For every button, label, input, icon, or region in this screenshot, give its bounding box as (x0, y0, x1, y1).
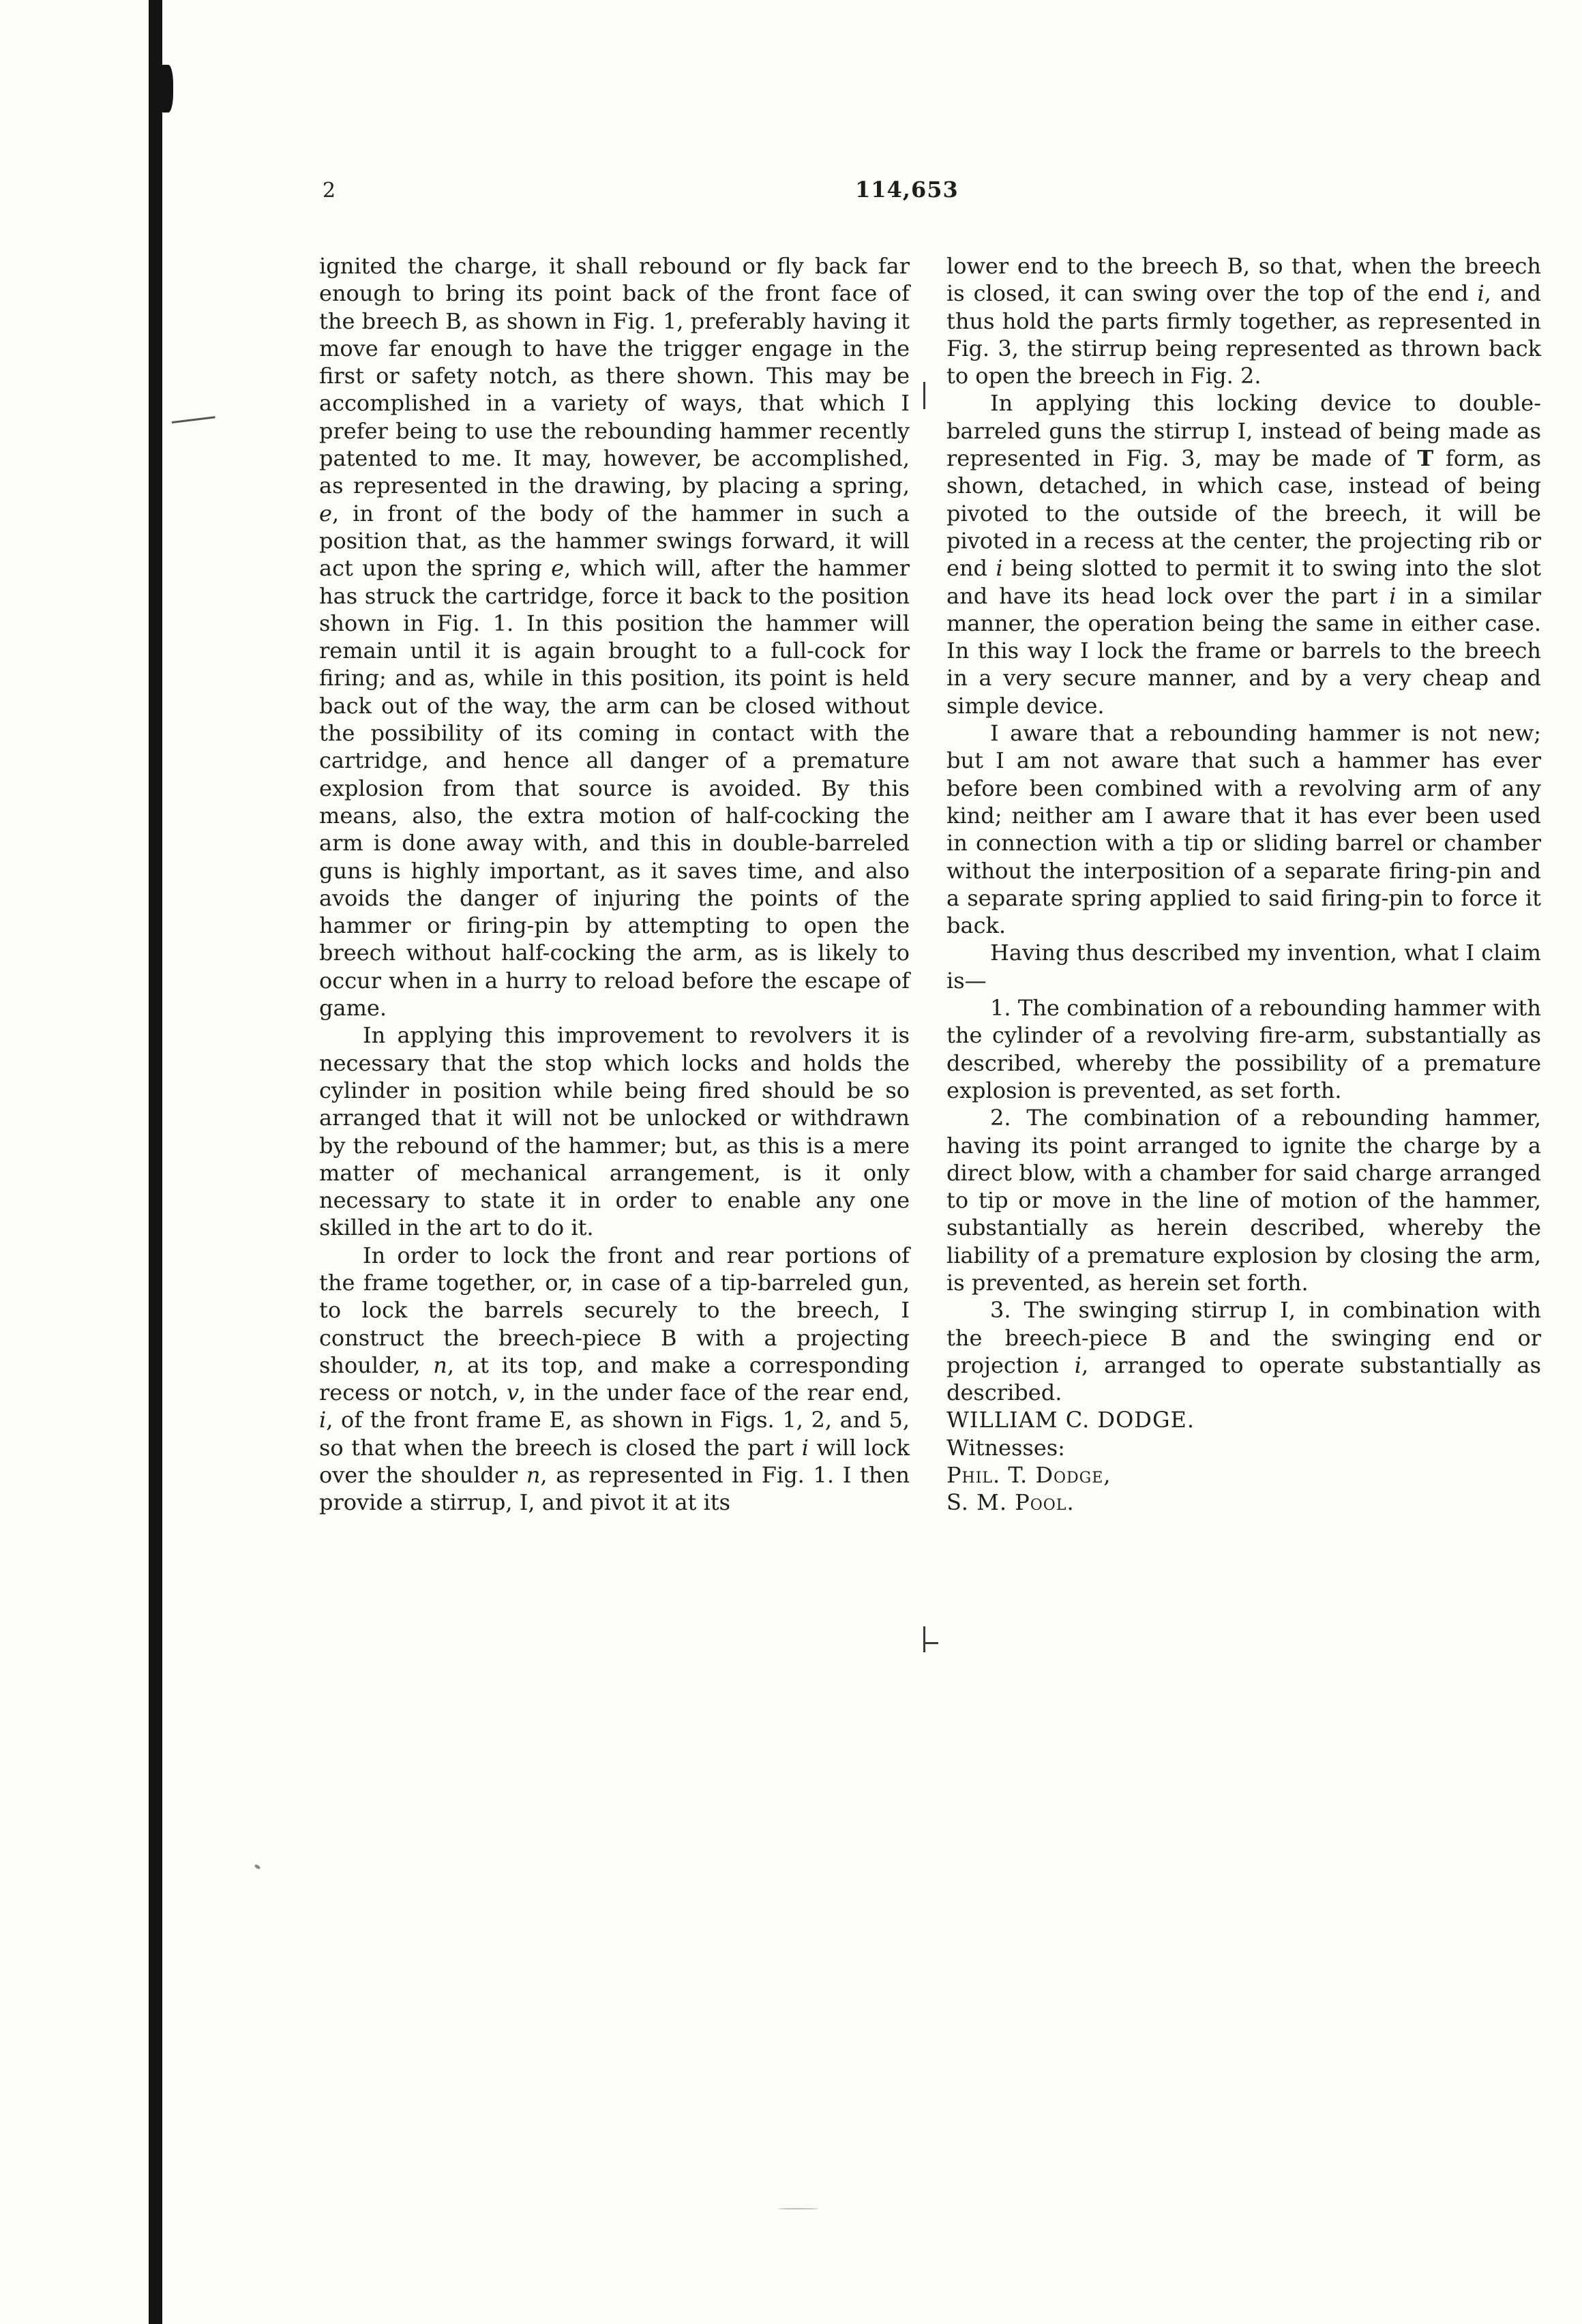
paragraph: In order to lock the front and rear portions of the frame together, or, in case of a tip-barreled gun, to lock the barrels securely to the breech, I construct the breech-piece B with a projecting shoulder, n, at its top, and make a corresponding recess or notch, v, in the under face of the rear end, i, of the front frame E, as shown in Figs. 1, 2, and 5, so that when the breech is closed the part i will lock over the shoulder n, as represented in Fig. 1. I then provide a stirrup, I, and pivot it at its (319, 1242, 910, 1516)
witness-name: S. M. Pool. (946, 1489, 1075, 1516)
column-mark (923, 382, 925, 409)
scan-speck (777, 2208, 818, 2209)
witness-name: Phil. T. Dodge, (946, 1462, 1111, 1489)
paragraph: In applying this locking device to double-barreled guns the stirrup I, instead of being made as represented in Fig. 3, may be made of T form, as shown, detached, in which case, instead of being pivoted to the outside of the breech, it will be pivoted in a recess at the center, the projecting rib or end i being slotted to permit it to swing into the slot and have its head lock over the part i in a similar manner, the operation being the same in either case. In this way I lock the frame or barrels to the breech in a very secure manner, and by a very cheap and simple device. (946, 390, 1542, 719)
paragraph: ignited the charge, it shall rebound or fly back far enough to bring its point back of the front face of the breech B, as shown in Fig. 1, preferably having it move far enough to have the trigger engage in the first or safety notch, as there shown. This may be accomplished in a variety of ways, that which I prefer being to use the rebounding hammer recently patented to me. It may, however, be accomplished, as represented in the drawing, by placing a spring, e, in front of the body of the hammer in such a position that, as the hammer swings forward, it will act upon the spring e, which will, after the hammer has struck the cartridge, force it back to the position shown in Fig. 1. In this position the hammer will remain until it is again brought to a full-cock for firing; and as, while in this position, its point is held back out of the way, the arm can be closed without the possibility of its coming in contact with the cartridge, and hence all danger of a premature explosion from that source is avoided. By this means, also, the extra motion of half-cocking the arm is done away with, and this in double-barreled guns is highly important, as it saves time, and also avoids the danger of injuring the points of the hammer or firing-pin by attempting to open the breech without half-cocking the arm, as is likely to occur when in a hurry to reload before the escape of game. (319, 253, 910, 1022)
paragraph: In applying this improvement to revolvers it is necessary that the stop which locks and holds the cylinder in position while being fired should be so arranged that it will not be unlocked or withdrawn by the rebound of the hammer; but, as this is a mere matter of mechanical arrangement, is it only necessary to state it in order to enable any one skilled in the art to do it. (319, 1022, 910, 1241)
page-number: 2 (323, 179, 336, 203)
paragraph: I aware that a rebounding hammer is not new; but I am not aware that such a hammer has ever before been combined with a revolving arm of any kind; neither am I aware that it has ever been used in connection with a tip or sliding barrel or chamber without the interposition of a separate firing-pin and a separate spring applied to said firing-pin to force it back. (946, 720, 1541, 939)
claim-3: 3. The swinging stirrup I, in combination with the breech-piece B and the swinging end or projection i, arranged to operate substantially as described. (946, 1297, 1542, 1406)
inventor-signature: WILLIAM C. DODGE. (946, 1407, 1195, 1433)
margin-mark (172, 416, 215, 423)
scan-edge-notch (161, 65, 173, 113)
claim-2: 2. The combination of a rebounding hammer, having its point arranged to ignite the charge by a direct blow, with a chamber for said charge arranged to tip or move in the line of motion of the hammer, substantially as herein described, whereby the liability of a premature explosion by closing the arm, is prevented, as herein set forth. (946, 1105, 1541, 1296)
left-column (319, 252, 910, 1517)
claim-1: 1. The combination of a rebounding hammer with the cylinder of a revolving fire-arm, substantially as described, whereby the possibility of a premature explosion is prevented, as set forth. (946, 995, 1541, 1103)
scan-edge-bar (149, 0, 162, 2324)
right-column (946, 252, 1541, 1517)
column-mark (923, 1642, 938, 1644)
scan-speck (254, 1864, 260, 1870)
column-mark (923, 1626, 925, 1652)
patent-number: 114,653 (855, 177, 959, 203)
witnesses-label: Witnesses: (946, 1434, 1065, 1461)
paragraph: lower end to the breech B, so that, when the breech is closed, it can swing over the top of the end i, and thus hold the parts firmly together, as represented in Fig. 3, the stirrup being represented as thrown back to open the breech in Fig. 2. (946, 253, 1542, 389)
claims-intro: Having thus described my invention, what I claim is— (946, 940, 1541, 994)
